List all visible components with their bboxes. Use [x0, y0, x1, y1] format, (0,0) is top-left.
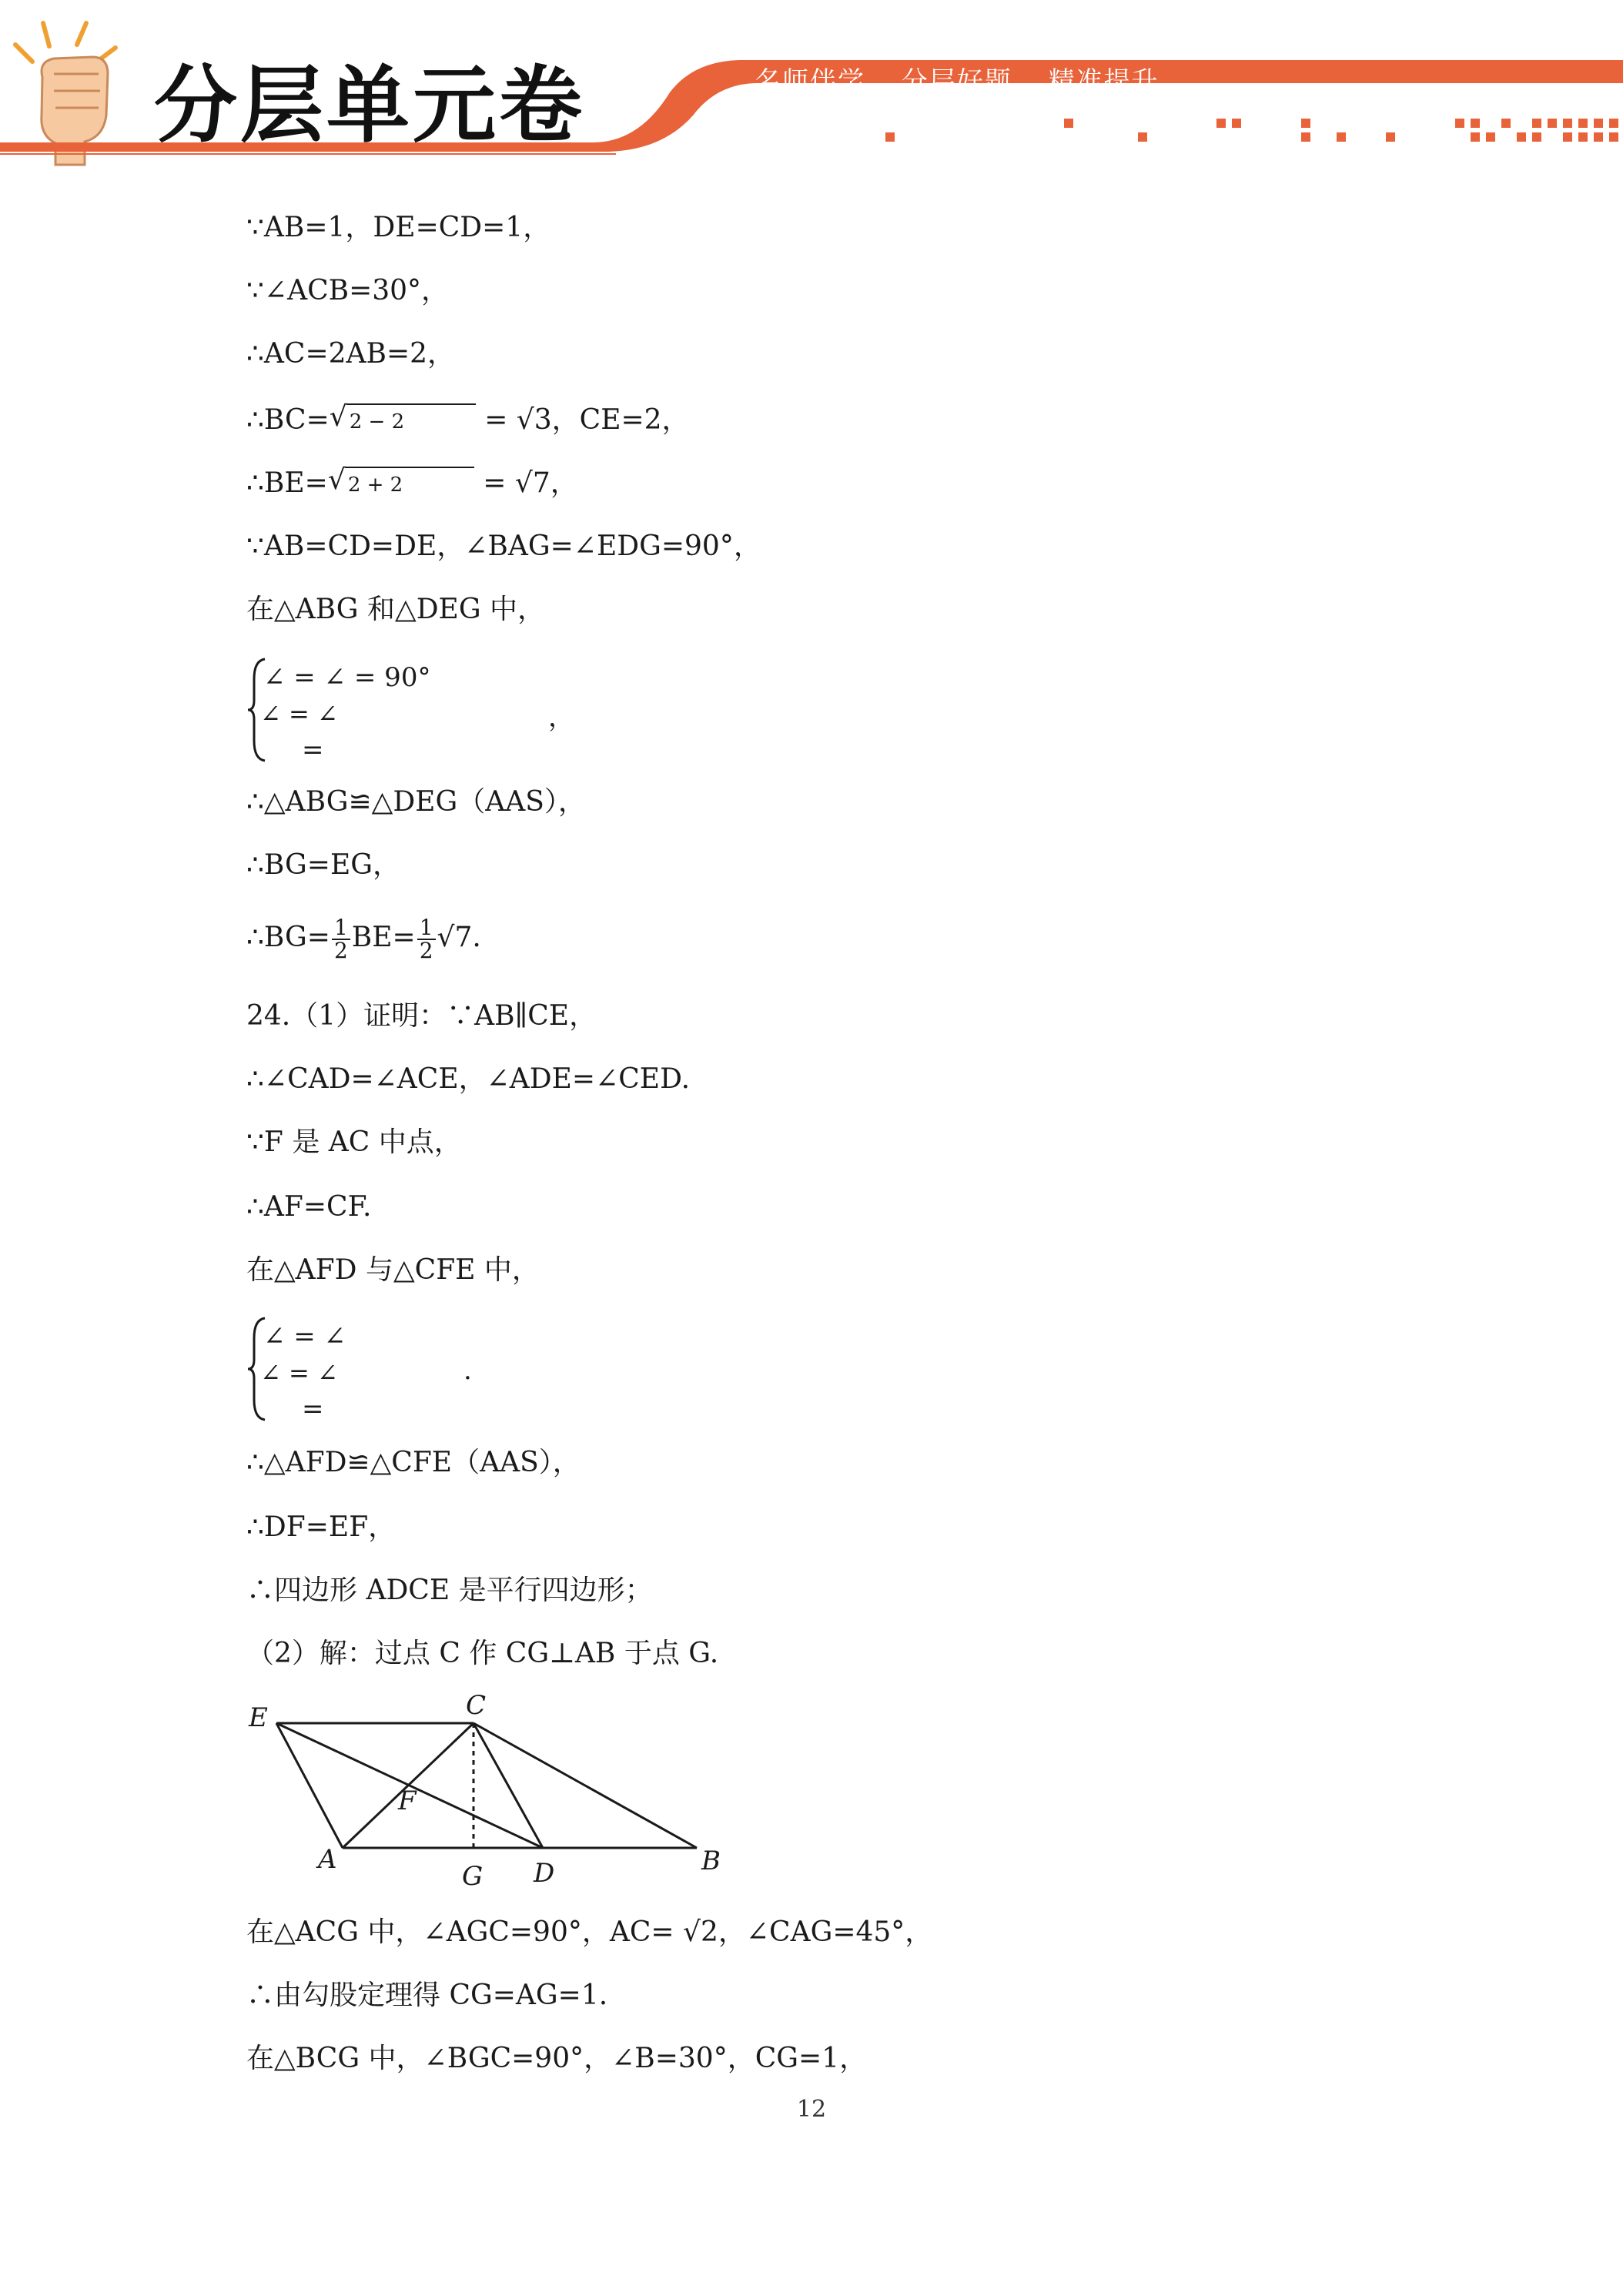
- text: √7.: [437, 922, 481, 953]
- solution-line: ∴DF=EF，: [246, 1511, 397, 1543]
- radicand: 2 + 2: [345, 467, 474, 502]
- solution-line: ∵∠ACB=30°，: [246, 275, 450, 306]
- system-row: ∠ = ∠ = 90°: [263, 662, 431, 693]
- solution-line: ∴BG=EG，: [246, 849, 400, 881]
- solution-line: ∵AB=1，DE=CD=1，: [246, 212, 551, 243]
- label-c: C: [466, 1694, 487, 1721]
- solution-line: 在△ACG 中，∠AGC=90°，AC= √2，∠CAG=45°，: [246, 1916, 933, 1948]
- solution-line: ∴AF=CF.: [246, 1191, 372, 1223]
- numerator: 1: [417, 917, 436, 940]
- solution-line: ∴△AFD≌△CFE（AAS），: [246, 1447, 581, 1478]
- solution-line: ∴由勾股定理得 CG=AG=1.: [246, 1980, 608, 2011]
- slogan-2: 分层好题: [901, 66, 1012, 97]
- slogan-3: 精准提升: [1048, 66, 1160, 97]
- text: ∴BC=: [246, 404, 330, 436]
- label-e: E: [249, 1702, 268, 1733]
- label-d: D: [534, 1858, 555, 1889]
- system-row: ∠ = ∠: [263, 1321, 346, 1352]
- solution-line: ∴∠CAD=∠ACE，∠ADE=∠CED.: [246, 1063, 691, 1095]
- label-a: A: [318, 1844, 337, 1875]
- text: = √7，: [483, 467, 578, 499]
- denominator: 2: [333, 938, 348, 963]
- label-b: B: [701, 1846, 721, 1876]
- text: = √3，CE=2，: [484, 404, 690, 436]
- page-header: [0, 0, 1623, 177]
- solution-line: 在△ABG 和△DEG 中，: [246, 594, 546, 625]
- page-number: 12: [796, 2096, 827, 2123]
- slogan-1: 名师伴学: [755, 66, 865, 97]
- text: ∴BE=: [246, 467, 328, 499]
- solution-line: ∴AC=2AB=2，: [246, 338, 456, 370]
- sqrt-expression: [328, 467, 474, 502]
- label-f: F: [398, 1786, 417, 1816]
- denominator: 2: [419, 938, 433, 963]
- solution-line-bc: [246, 403, 690, 439]
- system-row: ∠ = ∠: [260, 1358, 338, 1387]
- solution-line: ∴△ABG≌△DEG（AAS），: [246, 786, 586, 818]
- numerator: 1: [332, 917, 350, 940]
- label-g: G: [462, 1861, 484, 1892]
- solution-line: ∵F 是 AC 中点，: [246, 1126, 462, 1158]
- system-row: =: [302, 735, 324, 765]
- system-row: ∠ = ∠: [260, 699, 338, 728]
- fraction: [332, 917, 350, 962]
- solution-line: 在△AFD 与△CFE 中，: [246, 1254, 540, 1286]
- solution-line: ∵AB=CD=DE，∠BAG=∠EDG=90°，: [246, 530, 761, 562]
- sqrt-expression: [330, 403, 476, 439]
- geometry-figure: [243, 1694, 735, 1894]
- header-slogans: [755, 60, 1186, 98]
- decorative-squares: [885, 119, 1618, 142]
- system-comma: ，: [548, 702, 574, 733]
- system-dot: .: [463, 1355, 472, 1386]
- fraction: [417, 917, 436, 962]
- system-row: =: [302, 1394, 324, 1424]
- brand-title: 分层单元卷: [154, 58, 586, 154]
- radicand: 2 − 2: [346, 403, 476, 439]
- text: BE=: [351, 922, 416, 953]
- solution-line: 在△BCG 中，∠BGC=90°，∠B=30°，CG=1，: [246, 2043, 868, 2074]
- solution-line-be: [246, 467, 578, 502]
- solution-line: （2）解：过点 C 作 CG⊥AB 于点 G.: [246, 1638, 719, 1669]
- solution-line: ∴四边形 ADCE 是平行四边形；: [246, 1575, 653, 1606]
- solution-line: 24.（1）证明：∵AB∥CE，: [246, 1000, 597, 1032]
- solution-line-bg: [246, 915, 481, 962]
- segment-ea: [276, 1723, 343, 1848]
- text: ∴BG=: [246, 922, 330, 953]
